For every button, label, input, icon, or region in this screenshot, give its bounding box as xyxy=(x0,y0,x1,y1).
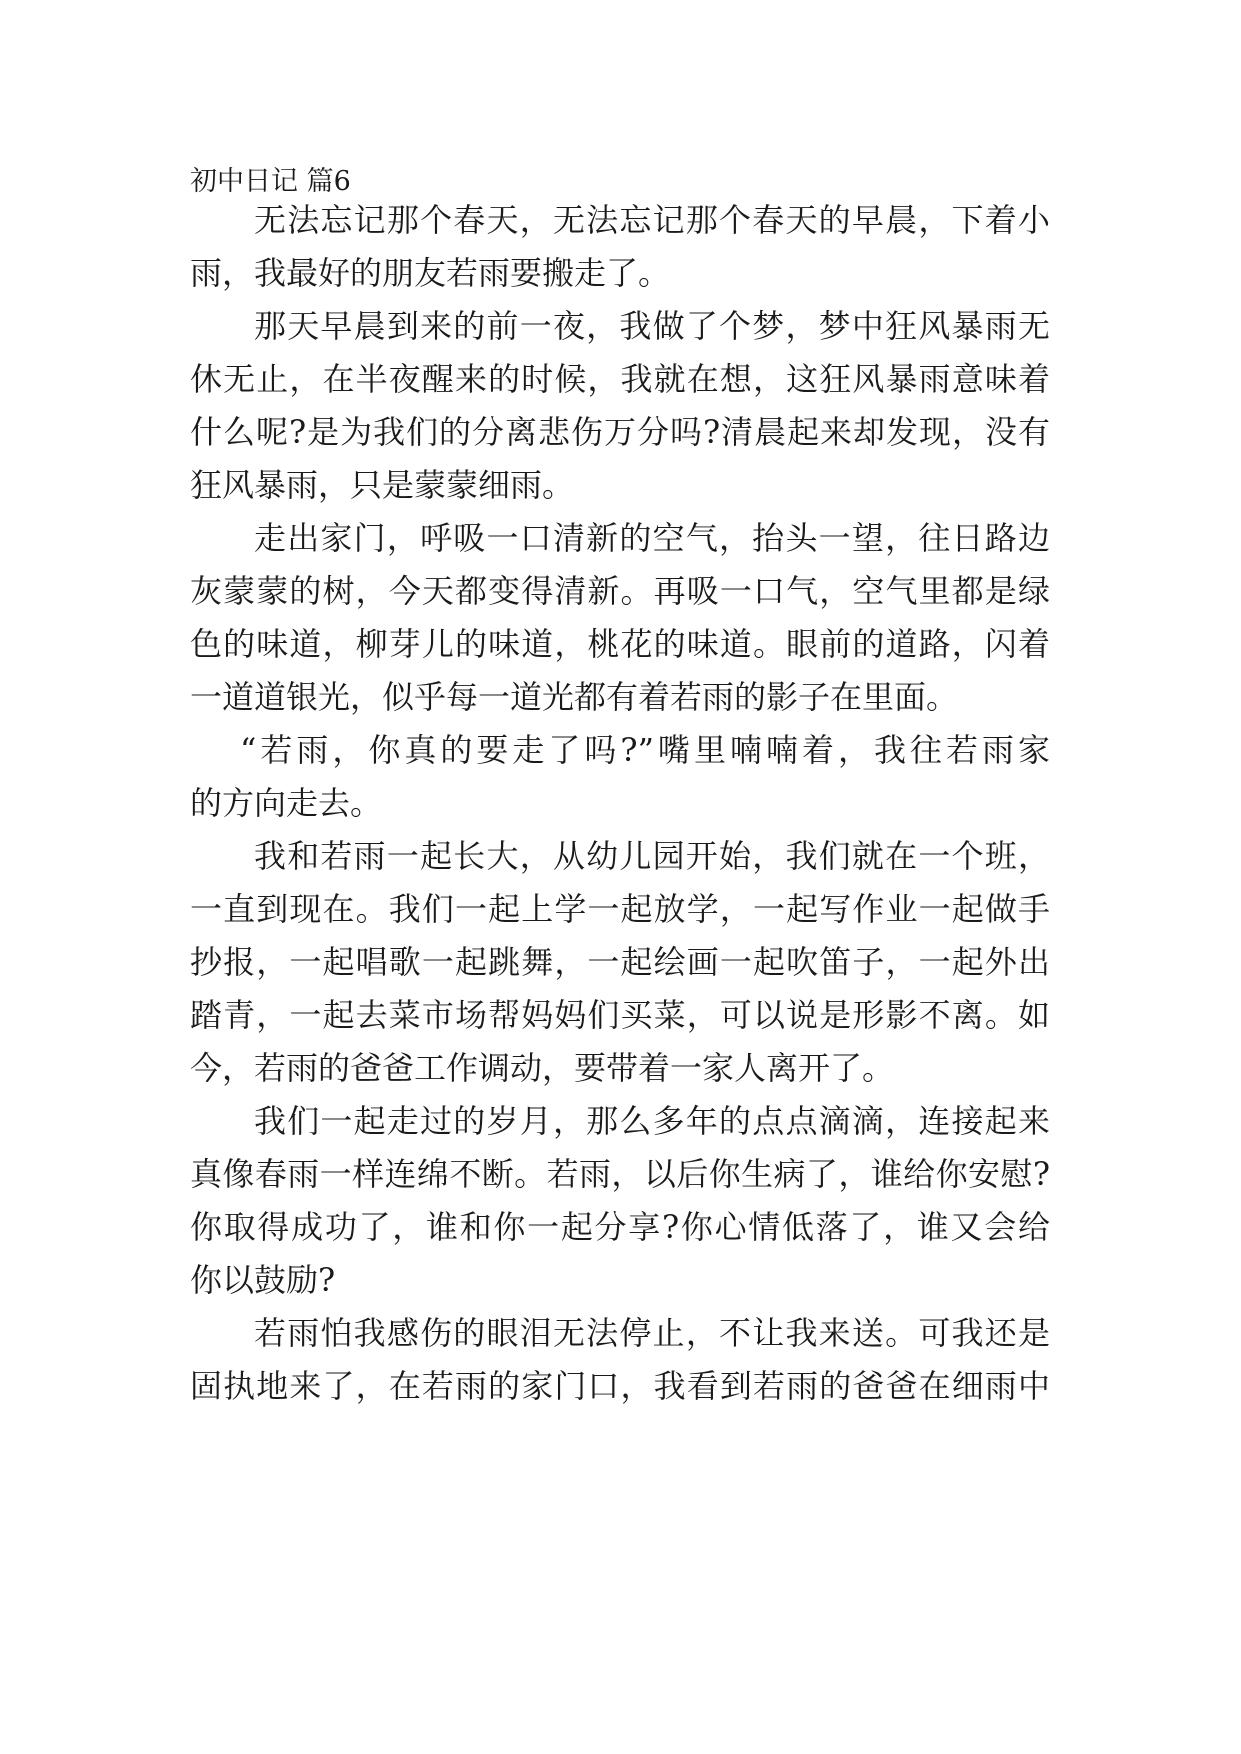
text-line: 色的味道，柳芽儿的味道，桃花的味道。眼前的道路，闪着 xyxy=(190,625,1050,663)
text-line: 今，若雨的爸爸工作调动，要带着一家人离开了。 xyxy=(190,1049,895,1087)
text-line: 灰蒙蒙的树，今天都变得清新。再吸一口气，空气里都是绿 xyxy=(190,572,1050,610)
text-line: 我们一起走过的岁月，那么多年的点点滴滴，连接起来 xyxy=(254,1102,1050,1140)
text-line: “若雨，你真的要走了吗?”嘴里喃喃着，我往若雨家 xyxy=(240,731,1050,769)
text-line: 休无止，在半夜醒来的时候，我就在想，这狂风暴雨意味着 xyxy=(190,360,1050,398)
text-line: 狂风暴雨，只是蒙蒙细雨。 xyxy=(190,466,575,504)
text-line: 什么呢?是为我们的分离悲伤万分吗?清晨起来却发现，没有 xyxy=(190,413,1050,451)
document-title: 初中日记 篇6 xyxy=(190,166,351,197)
text-line: 雨，我最好的朋友若雨要搬走了。 xyxy=(190,254,671,292)
text-line: 一道道银光，似乎每一道光都有着若雨的影子在里面。 xyxy=(190,678,959,716)
text-line: 踏青，一起去菜市场帮妈妈们买菜，可以说是形影不离。如 xyxy=(190,996,1050,1034)
text-line: 若雨怕我感伤的眼泪无法停止，不让我来送。可我还是 xyxy=(254,1314,1050,1352)
text-line: 抄报，一起唱歌一起跳舞，一起绘画一起吹笛子，一起外出 xyxy=(190,943,1050,981)
text-line: 的方向走去。 xyxy=(190,784,383,822)
text-line: 你取得成功了，谁和你一起分享?你心情低落了，谁又会给 xyxy=(190,1208,1050,1246)
text-line: 固执地来了，在若雨的家门口，我看到若雨的爸爸在细雨中 xyxy=(190,1367,1050,1405)
text-line: 真像春雨一样连绵不断。若雨，以后你生病了，谁给你安慰? xyxy=(190,1155,1050,1193)
text-line: 那天早晨到来的前一夜，我做了个梦，梦中狂风暴雨无 xyxy=(254,307,1050,345)
text-line: 走出家门，呼吸一口清新的空气，抬头一望，往日路边 xyxy=(254,519,1050,557)
text-line: 我和若雨一起长大，从幼儿园开始，我们就在一个班， xyxy=(254,837,1050,875)
text-line: 你以鼓励? xyxy=(190,1261,336,1299)
text-line: 无法忘记那个春天，无法忘记那个春天的早晨，下着小 xyxy=(254,201,1050,239)
text-line: 一直到现在。我们一起上学一起放学，一起写作业一起做手 xyxy=(190,890,1050,928)
